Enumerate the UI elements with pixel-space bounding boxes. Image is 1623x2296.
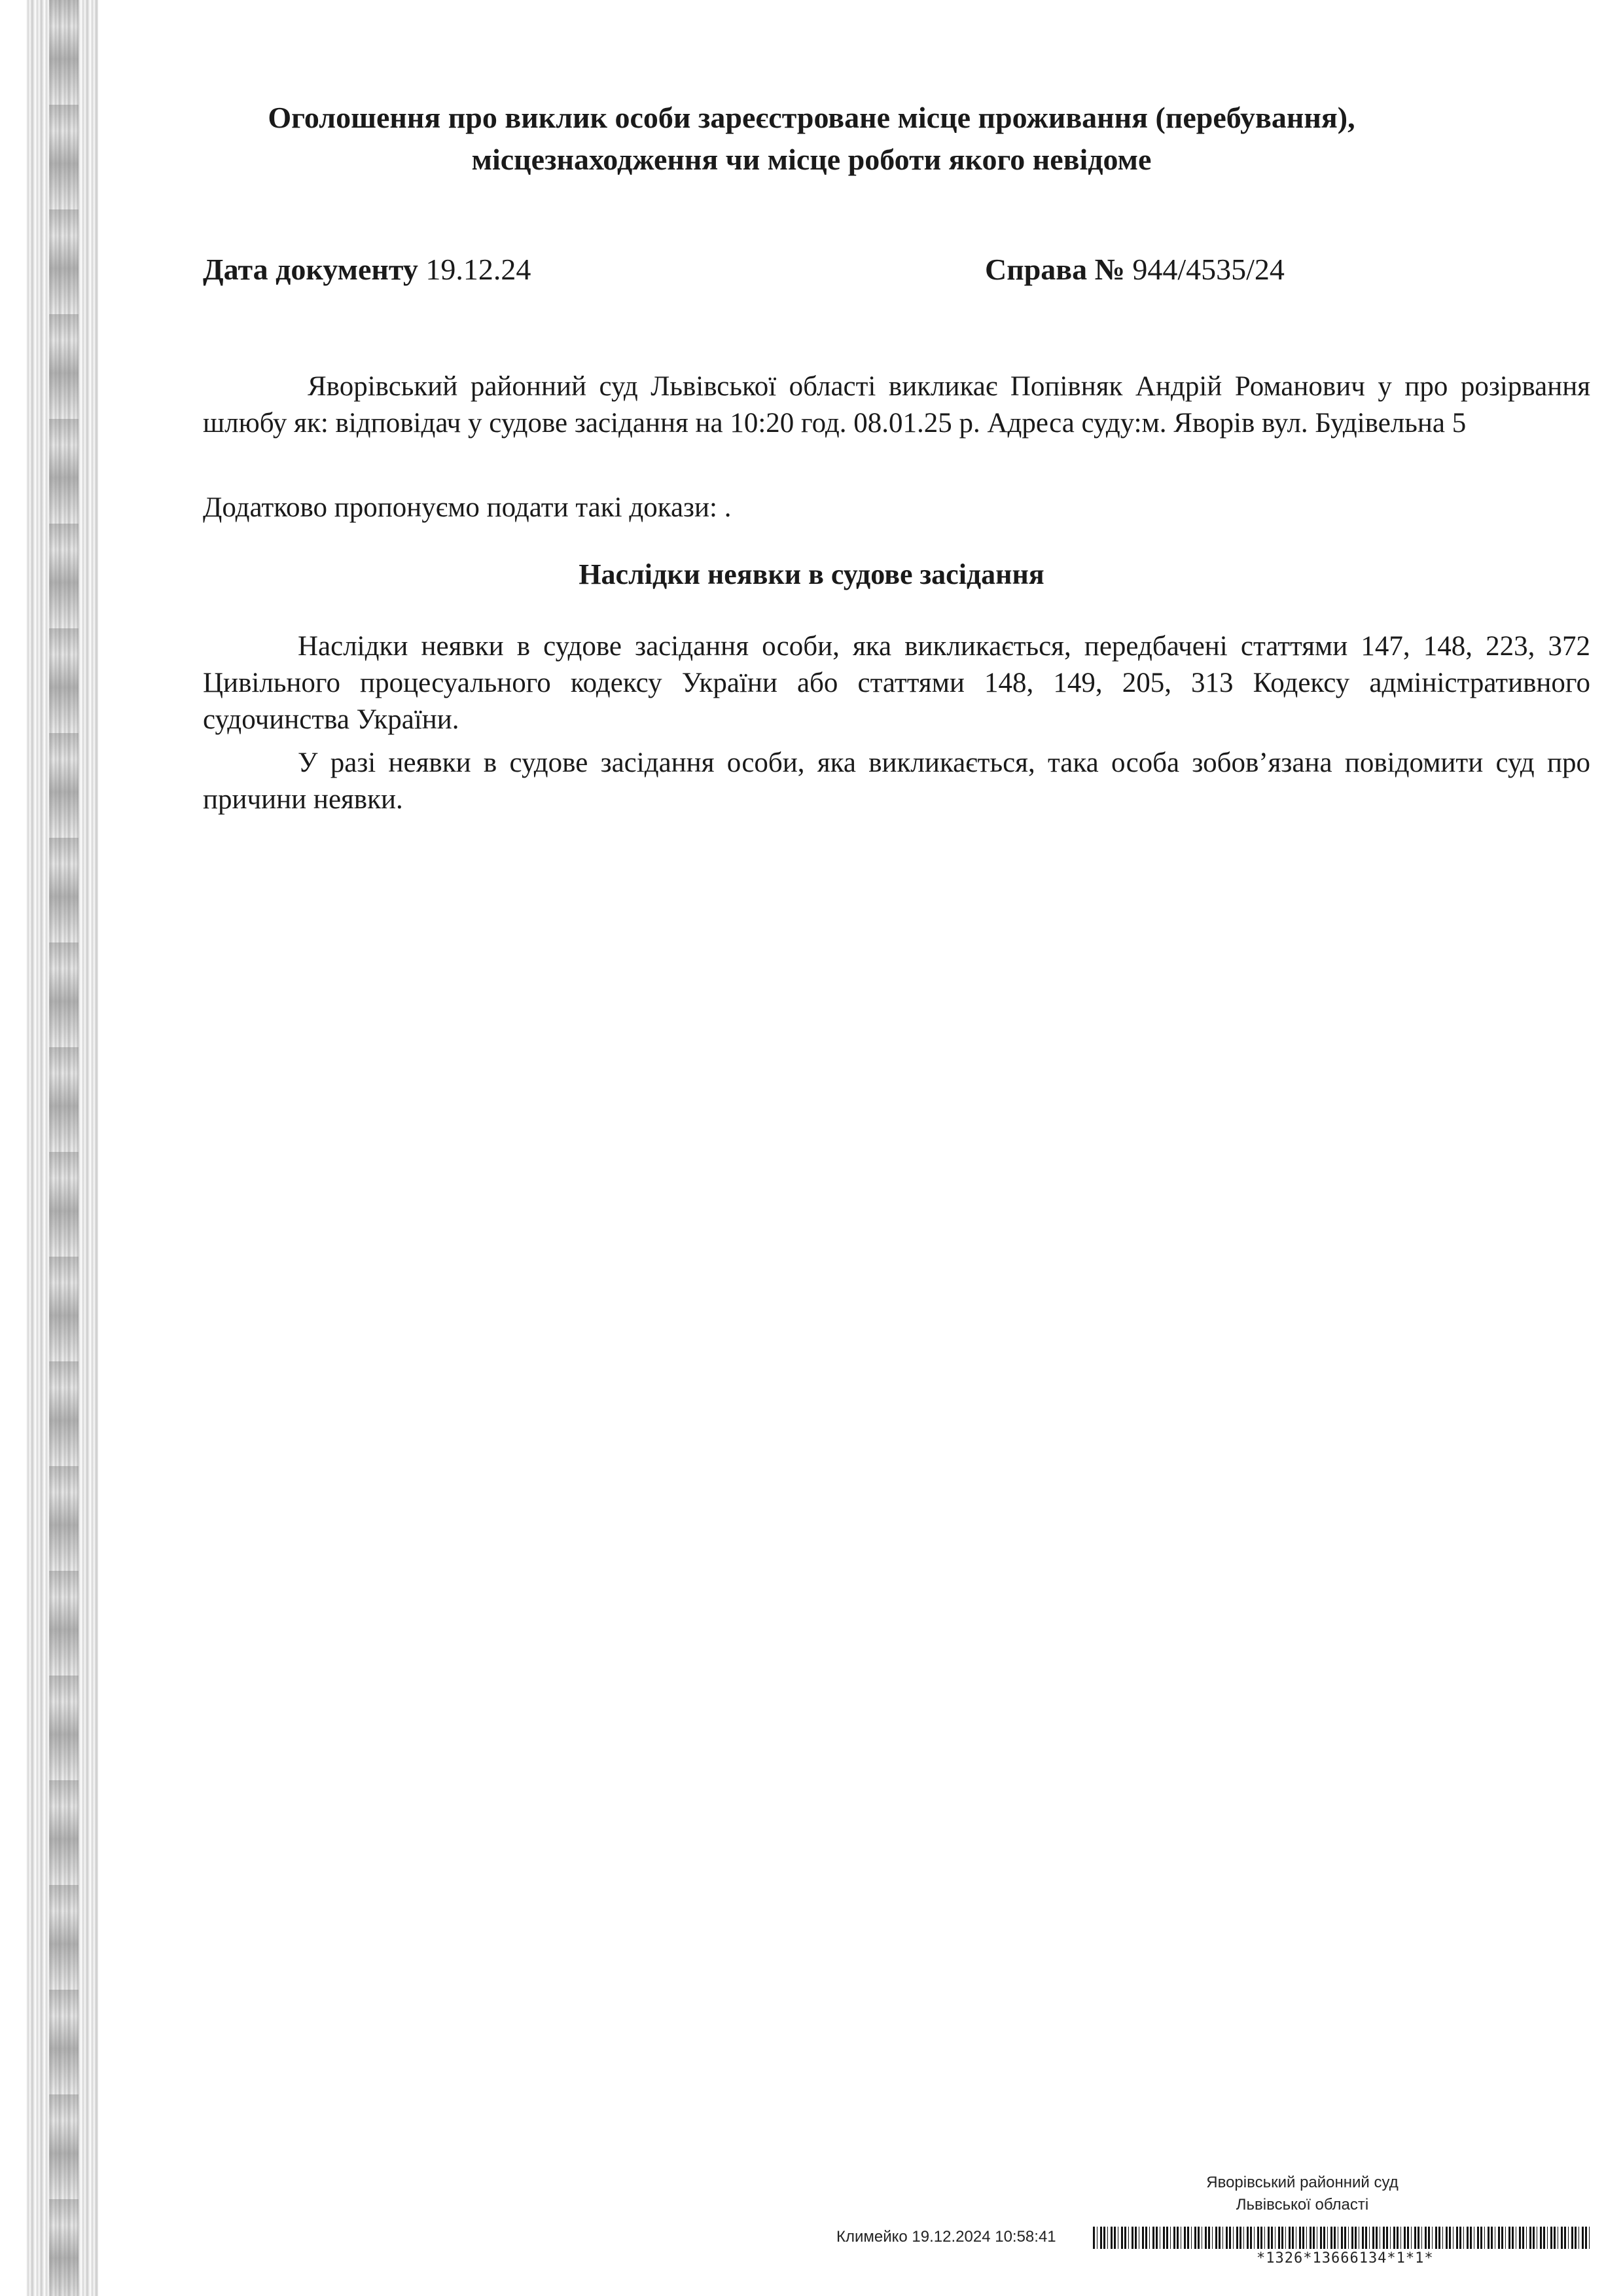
- document-meta: [203, 252, 1315, 291]
- barcode: [1093, 2227, 1590, 2249]
- date-value: 19.12.24: [425, 253, 531, 286]
- consequences-paragraph-1: Наслідки неявки в судове засідання особи, яка викликається, передбачені статтями 147, 148, 223, 372 Цивільного процесуального кодексу України або статтями 148, 149, 205, 313 Кодексу адміністративного судочинства України.: [203, 631, 1590, 735]
- case-label: Справа №: [985, 253, 1125, 286]
- evidence-request: Додатково пропонуємо подати такі докази: .: [203, 492, 732, 523]
- case-number: [985, 252, 1285, 287]
- document-date: [203, 252, 531, 287]
- court-region: Львівської області: [1236, 2196, 1369, 2214]
- title-line-2: місцезнаходження чи місце роботи якого невідоме: [471, 143, 1152, 176]
- summons-paragraph: [203, 368, 1590, 442]
- barcode-number: *1326*13666134*1*1*: [1257, 2250, 1434, 2267]
- consequences-paragraph-2: У разі неявки в судове засідання особи, яка викликається, така особа зобов’язана повідомити суд про причини неявки.: [203, 747, 1590, 815]
- operator-timestamp: Климейко 19.12.2024 10:58:41: [836, 2228, 1056, 2246]
- date-label: Дата документу: [203, 253, 418, 286]
- summons-text: Яворівський районний суд Львівської області викликає Попівняк Андрій Романович у про розірвання шлюбу як: відповідач у судове засідання на 10:20 год. 08.01.25 р. Адреса суду:м. Яворів вул. Будівельна 5: [203, 371, 1590, 439]
- court-name: Яворівський районний суд: [1206, 2174, 1399, 2191]
- consequences-heading: Наслідки неявки в судове засідання: [579, 558, 1044, 590]
- court-stamp: [1185, 2172, 1420, 2216]
- case-value: 944/4535/24: [1132, 253, 1285, 286]
- title-line-1: Оголошення про виклик особи зареєстроване місце проживання (перебування),: [268, 101, 1355, 134]
- scan-artifact: [26, 0, 98, 2296]
- court-footer: [831, 2172, 1603, 2283]
- document-title: [196, 97, 1427, 181]
